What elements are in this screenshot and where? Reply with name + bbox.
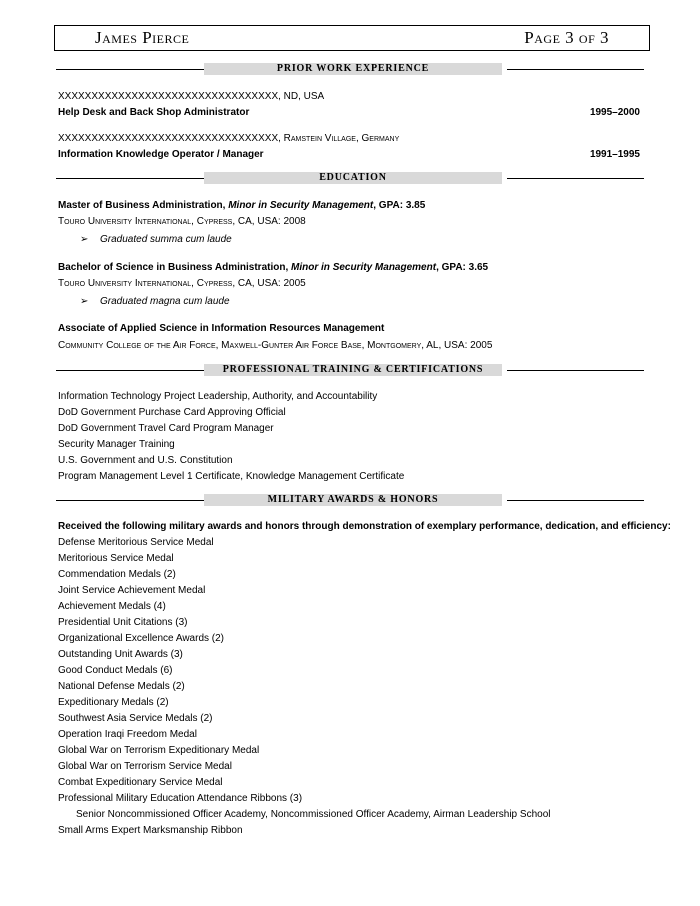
bullet-arrow-icon: ➢ — [80, 234, 89, 245]
award-subitem: Senior Noncommissioned Officer Academy, Noncommissioned Officer Academy, Airman Leadership School — [76, 809, 551, 820]
honor-line: Graduated summa cum laude — [100, 234, 232, 245]
award-item: Global War on Terrorism Service Medal — [58, 761, 232, 772]
degree-gpa: , GPA: 3.85 — [373, 200, 426, 211]
award-item: Commendation Medals (2) — [58, 569, 176, 580]
degree-minor: Minor in Security Management — [228, 200, 374, 211]
award-item: National Defense Medals (2) — [58, 681, 185, 692]
candidate-name: James Pierce — [95, 28, 190, 47]
award-item: Professional Military Education Attendance Ribbons (3) — [58, 793, 303, 804]
awards-intro: Received the following military awards and honors through demonstration of exemplary performance, dedication, and efficiency: — [58, 521, 671, 532]
section-title: PRIOR WORK EXPERIENCE — [276, 63, 430, 74]
section-rule-right — [507, 500, 644, 501]
award-item: Organizational Excellence Awards (2) — [58, 633, 225, 644]
degree-line: Associate of Applied Science in Information Resources Management — [58, 323, 385, 334]
job-dates: 1991–1995 — [589, 149, 640, 160]
award-item: Joint Service Achievement Medal — [58, 585, 206, 596]
section-header-prior-work — [56, 63, 644, 75]
training-item: Program Management Level 1 Certificate, Knowledge Management Certificate — [58, 471, 405, 482]
section-rule-right — [507, 69, 644, 70]
employer-line: XXXXXXXXXXXXXXXXXXXXXXXXXXXXXXXXX, Ramstein Village, Germany — [58, 133, 400, 144]
section-title: PROFESSIONAL TRAINING & CERTIFICATIONS — [222, 364, 484, 375]
section-title: MILITARY AWARDS & HONORS — [267, 494, 439, 505]
honor-line: Graduated magna cum laude — [100, 296, 230, 307]
training-item: U.S. Government and U.S. Constitution — [58, 455, 233, 466]
page-header — [54, 25, 650, 51]
section-rule-left — [56, 370, 204, 371]
degree-gpa: , GPA: 3.65 — [436, 262, 489, 273]
employer-line: XXXXXXXXXXXXXXXXXXXXXXXXXXXXXXXXX, ND, USA — [58, 91, 325, 102]
award-item: Presidential Unit Citations (3) — [58, 617, 188, 628]
section-rule-left — [56, 69, 204, 70]
degree-line — [58, 200, 425, 212]
training-item: Information Technology Project Leadership, Authority, and Accountability — [58, 391, 378, 402]
degree-name: Master of Business Administration, — [58, 200, 226, 211]
school-line: Touro University International, Cypress, CA, USA: 2008 — [58, 216, 306, 227]
section-rule-left — [56, 500, 204, 501]
degree-line — [58, 262, 488, 274]
section-band — [204, 494, 502, 506]
section-band — [204, 364, 502, 376]
section-header-training — [56, 364, 644, 376]
section-header-education — [56, 172, 644, 184]
degree-minor: Minor in Security Management — [291, 262, 437, 273]
award-item: Outstanding Unit Awards (3) — [58, 649, 183, 660]
section-rule-left — [56, 178, 204, 179]
award-item: Meritorious Service Medal — [58, 553, 174, 564]
page-number: Page 3 of 3 — [524, 28, 609, 47]
award-item: Achievement Medals (4) — [58, 601, 166, 612]
award-item: Expeditionary Medals (2) — [58, 697, 169, 708]
bullet-arrow-icon: ➢ — [80, 296, 89, 307]
training-item: Security Manager Training — [58, 439, 175, 450]
section-header-awards — [56, 494, 644, 506]
award-item: Global War on Terrorism Expeditionary Medal — [58, 745, 260, 756]
section-rule-right — [507, 370, 644, 371]
job-title: Information Knowledge Operator / Manager — [58, 149, 264, 160]
award-item: Southwest Asia Service Medals (2) — [58, 713, 213, 724]
award-item: Good Conduct Medals (6) — [58, 665, 173, 676]
award-item: Small Arms Expert Marksmanship Ribbon — [58, 825, 243, 836]
award-item: Combat Expeditionary Service Medal — [58, 777, 223, 788]
school-line: Community College of the Air Force, Maxwell-Gunter Air Force Base, Montgomery, AL, USA: 2005 — [58, 340, 493, 351]
award-item: Defense Meritorious Service Medal — [58, 537, 214, 548]
training-item: DoD Government Purchase Card Approving Official — [58, 407, 286, 418]
school-line: Touro University International, Cypress, CA, USA: 2005 — [58, 278, 306, 289]
section-band — [204, 172, 502, 184]
section-rule-right — [507, 178, 644, 179]
section-title: EDUCATION — [319, 172, 387, 183]
degree-name: Bachelor of Science in Business Administration, — [58, 262, 289, 273]
award-item: Operation Iraqi Freedom Medal — [58, 729, 197, 740]
job-dates: 1995–2000 — [589, 107, 640, 118]
job-title: Help Desk and Back Shop Administrator — [58, 107, 250, 118]
training-item: DoD Government Travel Card Program Manager — [58, 423, 274, 434]
section-band — [204, 63, 502, 75]
